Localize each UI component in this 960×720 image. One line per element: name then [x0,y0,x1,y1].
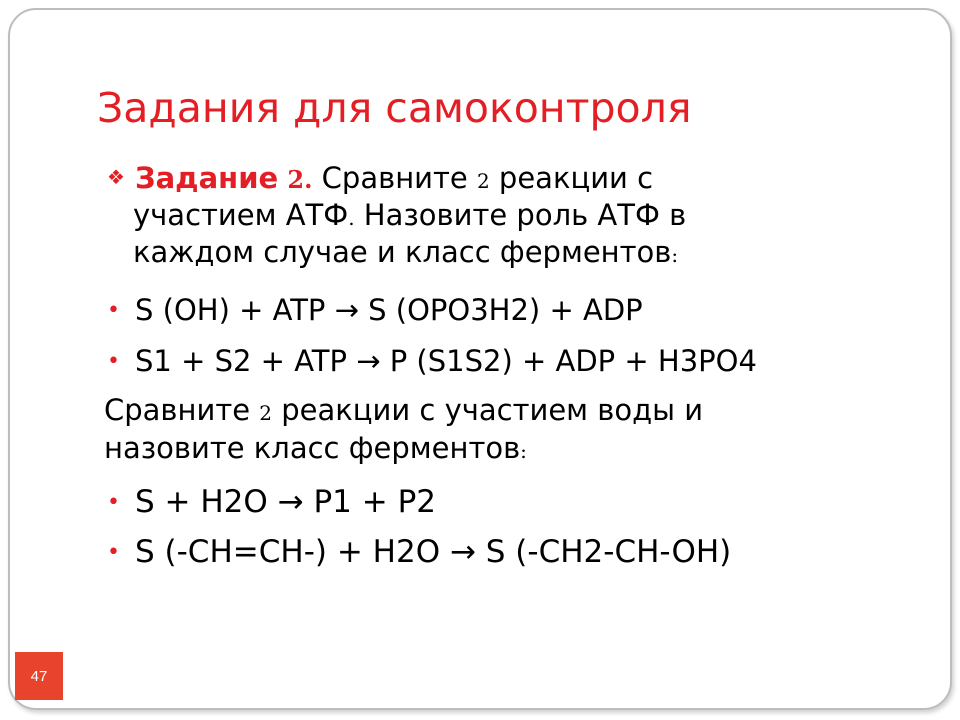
task-line-3 [107,234,686,271]
task-label: Задание [135,161,279,195]
task-num-a: 2 [476,169,490,193]
water-task-line-1 [104,392,703,430]
water-task-line-2 [104,430,703,468]
task-colon: : [671,242,679,267]
round-bullet-icon: • [107,349,120,374]
round-bullet-icon: • [107,298,120,323]
diamond-bullet-icon: ❖ [107,165,125,189]
task-text-2b: Назовите роль АТФ в [354,197,687,232]
water-text-1a: Сравните [104,393,260,427]
reaction-water-1 [107,483,436,522]
reaction-atp-2-text: S1 + S2 + ATP → P (S1S2) + ADP + H3PO4 [135,344,757,378]
round-bullet-icon: • [107,540,120,565]
task-line-1 [107,161,653,195]
reaction-water-1-text: S + H2O → P1 + P2 [135,484,436,520]
reaction-atp-2 [107,343,757,380]
task-text-2a: участием АТФ [133,197,349,232]
reaction-atp-1 [107,292,643,329]
water-colon: : [520,438,527,463]
task-text-1b: реакции с [489,161,654,195]
page-number: 47 [30,667,48,685]
page-number-badge [15,652,63,700]
reaction-water-2-text: S (-CH=CH-) + H2O → S (-CH2-CH-OH) [135,534,732,570]
water-num: 2 [259,401,273,425]
water-text-1b: реакции с участием воды и [272,393,704,427]
task-text-3a: каждом случае и класс ферментов [133,234,672,269]
task-dot: . [348,205,355,230]
slide-title: Задания для самоконтроля [97,84,692,132]
task-line-2 [107,197,686,234]
reaction-water-2 [107,533,731,572]
water-task-block [104,392,703,467]
task-number: 2. [287,165,313,194]
water-text-2a: назовите класс ферментов [104,430,521,465]
task-text-1a: Сравните [312,161,477,195]
task-2-block [107,160,686,270]
round-bullet-icon: • [107,490,120,515]
reaction-atp-1-text: S (OH) + ATP → S (OPO3H2) + ADP [135,293,643,327]
